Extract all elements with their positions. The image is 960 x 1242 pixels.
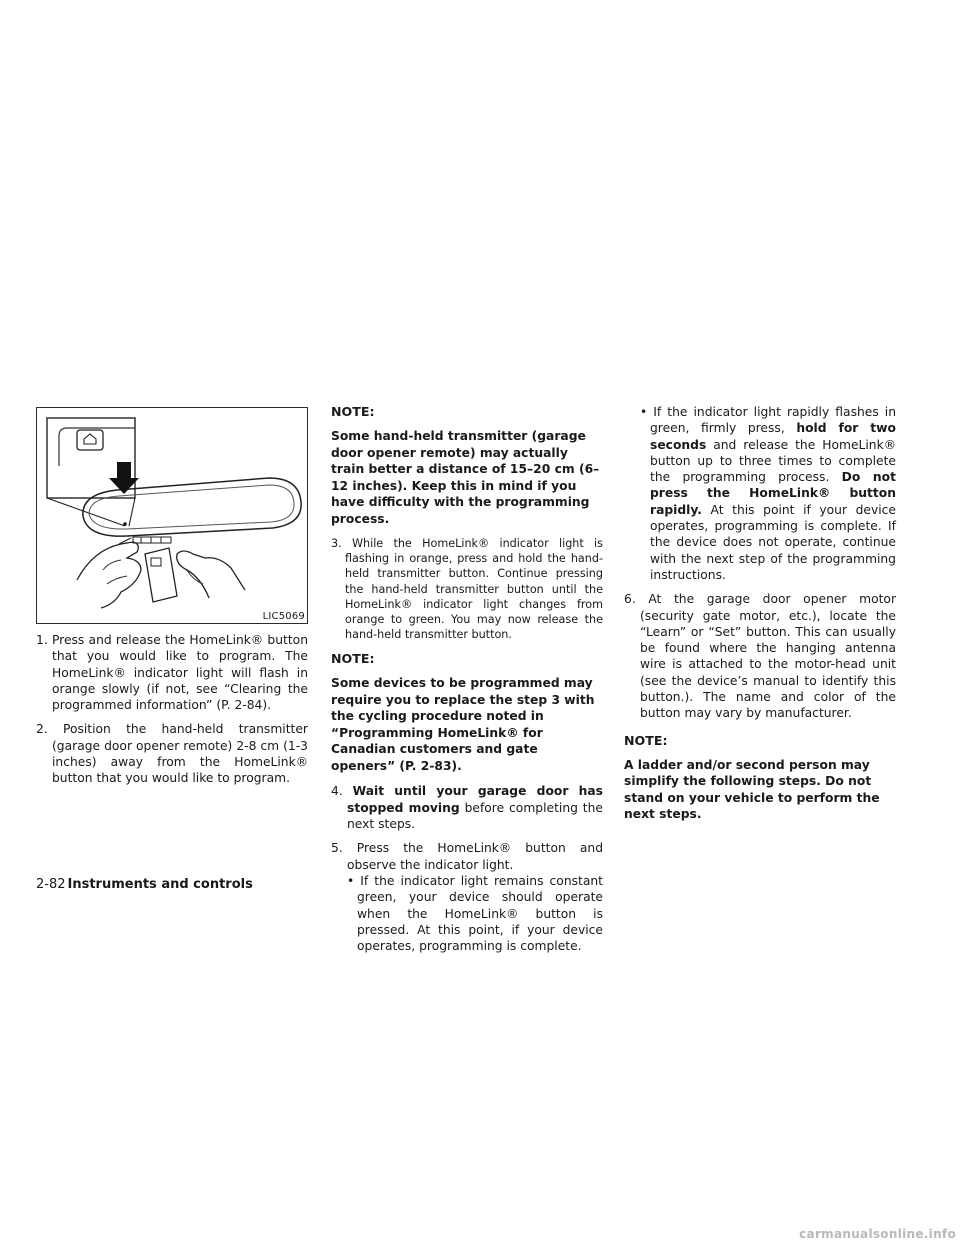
- section-title: Instruments and controls: [67, 877, 253, 892]
- bullet-2-text: and release the HomeLink® button up to three times to complete the programming process.: [650, 437, 896, 485]
- bullet-2-text: • If the indicator light rapidly flashes in green, firmly press,: [640, 405, 896, 436]
- step-1: 1. Press and release the HomeLink® button that you would like to program. The HomeLink® indicator light will flash in orange slowly (if not, see “Clearing the programmed information” (P. 2-84).: [36, 633, 308, 713]
- bullet-1: • If the indicator light remains constant green, your device should operate when the HomeLink® button is pressed. At this point, if your device operates, programming is complete.: [347, 873, 603, 954]
- bullet-2-bold: hold for two seconds: [650, 421, 896, 452]
- bullet-2-text: At this point if your device operates, programming is complete. If the device does not operate, continue with the next step of the programming instructions.: [650, 502, 896, 582]
- note-body: A ladder and/or second person may simplify the following steps. Do not stand on your vehicle to perform the next steps.: [624, 757, 880, 822]
- note-body: Some hand-held transmitter (garage door opener remote) may actually train better a distance of 15–20 cm (6–12 inches). Keep this in mind if you have difficulty with the programming process.: [331, 429, 600, 526]
- column-1: [36, 632, 308, 795]
- step-5: 5. Press the HomeLink® button and observe the indicator light.: [331, 841, 603, 872]
- step-4-bold: Wait until your garage door has stopped moving: [347, 784, 603, 815]
- figure-label: LIC5069: [259, 610, 307, 623]
- page-number: 2-82: [36, 877, 66, 892]
- column-2: [331, 401, 603, 954]
- step-4-number: 4.: [331, 784, 343, 799]
- note-heading: NOTE:: [624, 732, 668, 748]
- bullet-2-bold: Do not press the HomeLink® button rapidly.: [650, 470, 896, 517]
- column-3: [624, 404, 896, 832]
- note-body: Some devices to be programmed may require you to replace the step 3 with the cycling procedure noted in “Programming HomeLink® for Canadian customers and gate openers” (P. 2-83).: [331, 676, 595, 773]
- watermark: carmanualsonline.info: [799, 1227, 956, 1241]
- mirror-homelink-figure: [36, 407, 308, 624]
- bullet-2: [624, 404, 896, 583]
- step-4-rest: before completing the next steps.: [347, 800, 603, 832]
- step-4: [331, 783, 603, 832]
- note-heading: NOTE:: [331, 404, 375, 419]
- page-footer: [36, 876, 253, 894]
- note-heading: NOTE:: [331, 651, 375, 667]
- step-2: 2. Position the hand-held transmitter (garage door opener remote) 2-8 cm (1-3 inches) away from the HomeLink® button that you would like to program.: [36, 722, 308, 786]
- step-3: 3. While the HomeLink® indicator light is flashing in orange, press and hold the hand-held transmitter button. Continue pressing the hand-held transmitter button until the HomeLink® indicator light changes from orange to green. You may now release the hand-held transmitter button.: [331, 537, 603, 642]
- rearview-mirror-illustration: [37, 408, 307, 623]
- step-6: 6. At the garage door opener motor (security gate motor, etc.), locate the “Learn” or “Set” button. This can usually be found where the hanging antenna wire is attached to the motor-head unit (see the device’s manual to identify this button.). The name and color of the button may vary by manufacturer.: [624, 592, 896, 721]
